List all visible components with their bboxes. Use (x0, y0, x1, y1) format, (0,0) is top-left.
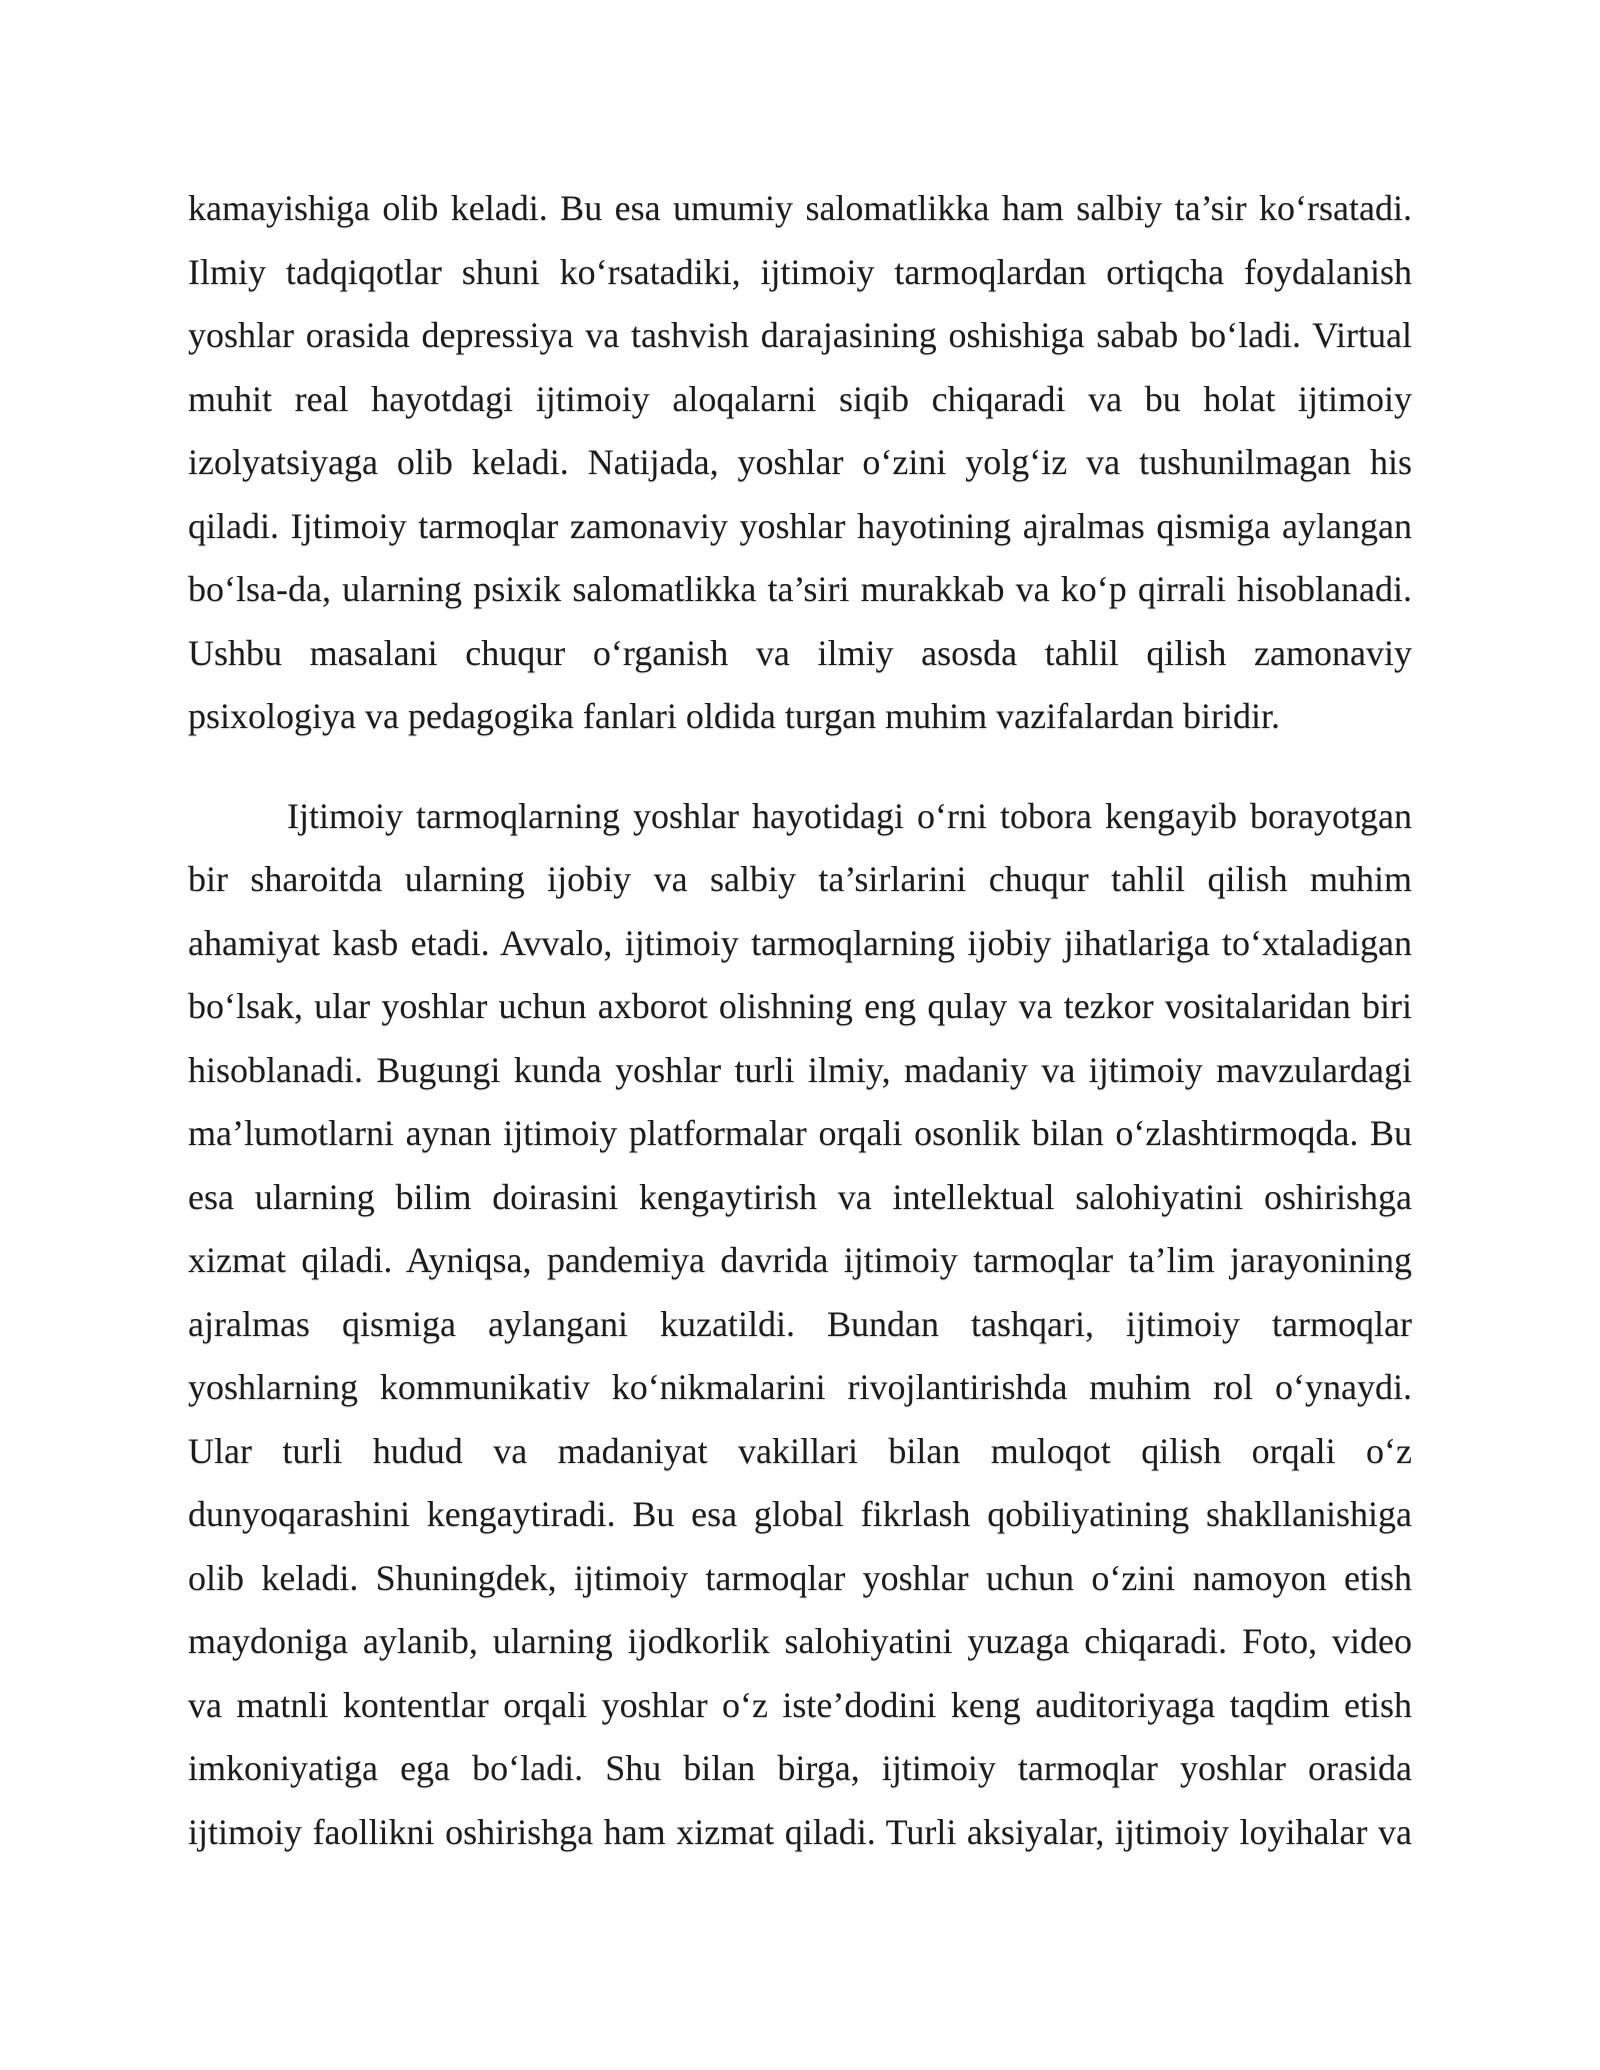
text-line: olib keladi. Shuningdek, ijtimoiy tarmoqlar yoshlar uchun o‘zini namoyon etish (188, 1557, 1412, 1598)
paragraph-2 (188, 785, 1412, 1865)
text-line: yoshlarning kommunikativ ko‘nikmalarini rivojlantirishda muhim rol o‘ynaydi. (188, 1367, 1412, 1407)
text-line: ahamiyat kasb etadi. Avvalo, ijtimoiy tarmoqlarning ijobiy jihatlariga to‘xtaladigan (188, 922, 1412, 963)
text-line: Ilmiy tadqiqotlar shuni ko‘rsatadiki, ijtimoiy tarmoqlardan ortiqcha foydalanish (188, 251, 1412, 292)
text-line: xizmat qiladi. Ayniqsa, pandemiya davrida ijtimoiy tarmoqlar ta’lim jarayonining (188, 1240, 1412, 1280)
text-line: va matnli kontentlar orqali yoshlar o‘z iste’dodini keng auditoriyaga taqdim etish (188, 1684, 1412, 1725)
text-line: Ushbu masalani chuqur o‘rganish va ilmiy asosda tahlil qilish zamonaviy (188, 632, 1412, 673)
text-line: psixologiya va pedagogika fanlari oldida turgan muhim vazifalardan biridir. (188, 696, 1281, 736)
text-line: bir sharoitda ularning ijobiy va salbiy ta’sirlarini chuqur tahlil qilish muhim (188, 859, 1412, 899)
text-line: ajralmas qismiga aylangani kuzatildi. Bundan tashqari, ijtimoiy tarmoqlar (188, 1303, 1412, 1344)
text-line: hisoblanadi. Bugungi kunda yoshlar turli ilmiy, madaniy va ijtimoiy mavzulardagi (188, 1049, 1412, 1090)
text-line: izolyatsiyaga olib keladi. Natijada, yoshlar o‘zini yolg‘iz va tushunilmagan his (188, 442, 1412, 482)
text-line: maydoniga aylanib, ularning ijodkorlik salohiyatini yuzaga chiqaradi. Foto, video (188, 1621, 1412, 1661)
text-line: Ijtimoiy tarmoqlarning yoshlar hayotidagi o‘rni tobora kengayib borayotgan (287, 795, 1412, 836)
text-line: bo‘lsa-da, ularning psixik salomatlikka ta’siri murakkab va ko‘p qirrali hisoblanadi. (188, 569, 1412, 609)
text-line: esa ularning bilim doirasini kengaytirish va intellektual salohiyatini oshirishga (188, 1176, 1412, 1217)
paragraph-1 (188, 177, 1412, 749)
text-line: ijtimoiy faollikni oshirishga ham xizmat qiladi. Turli aksiyalar, ijtimoiy loyihalar va (188, 1811, 1412, 1852)
text-line: bo‘lsak, ular yoshlar uchun axborot olishning eng qulay va tezkor vositalaridan biri (188, 986, 1412, 1026)
text-line: Ular turli hudud va madaniyat vakillari bilan muloqot qilish orqali o‘z (188, 1430, 1412, 1471)
text-line: imkoniyatiga ega bo‘ladi. Shu bilan birga, ijtimoiy tarmoqlar yoshlar orasida (188, 1748, 1412, 1788)
text-line: yoshlar orasida depressiya va tashvish darajasining oshishiga sabab bo‘ladi. Virtual (188, 315, 1412, 355)
text-line: muhit real hayotdagi ijtimoiy aloqalarni siqib chiqaradi va bu holat ijtimoiy (188, 378, 1412, 419)
text-line: kamayishiga olib keladi. Bu esa umumiy salomatlikka ham salbiy ta’sir ko‘rsatadi. (188, 188, 1412, 228)
text-line: qiladi. Ijtimoiy tarmoqlar zamonaviy yoshlar hayotining ajralmas qismiga aylangan (188, 505, 1412, 546)
text-line: ma’lumotlarni aynan ijtimoiy platformalar orqali osonlik bilan o‘zlashtirmoqda. Bu (188, 1113, 1412, 1153)
document-body (188, 177, 1412, 1864)
text-line: dunyoqarashini kengaytiradi. Bu esa global fikrlash qobiliyatining shakllanishiga (188, 1494, 1412, 1534)
